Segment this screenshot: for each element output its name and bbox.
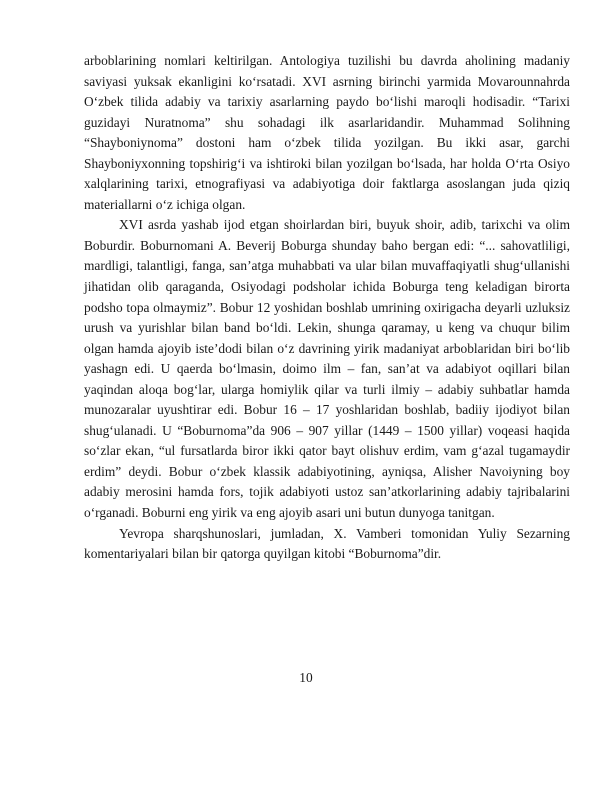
body-text <box>84 51 570 565</box>
paragraph-continued: arboblarining nomlari keltirilgan. Antologiya tuzilishi bu davrda aholining madaniy saviyasi yuksak ekanligini ko‘rsatadi. XVI asrning birinchi yarmida Movarounnahrda O‘zbek tilida adabiy va tarixiy asarlarning paydo bo‘lishi maroqli hodisadir. “Tarixi guzidayi Nuratnoma” shu sohadagi ilk asarlaridandir. Muhammad Solihning “Shayboniynoma” dostoni ham o‘zbek tilida yozilgan. Bu ikki asar, garchi Shayboniyxonning topshirig‘i va ishtiroki bilan yozilgan bo‘lsada, har holda O‘rta Osiyo xalqlarining tarixi, etnografiyasi va adabiyotiga doir faktlarga asoslangan juda qiziq materiallarni o‘z ichiga olgan. <box>84 53 570 212</box>
paragraph-boburnoma: Yevropa sharqshunoslari, jumladan, X. Vamberi tomonidan Yuliy Sezarning komentariyalari bilan bir qatorga quyilgan kitobi “Boburnoma”dir. <box>84 525 570 562</box>
paragraph-bobur: XVI asrda yashab ijod etgan shoirlardan biri, buyuk shoir, adib, tarixchi va olim Boburdir. Boburnomani A. Beverij Boburga shunday baho bergan edi: “... sahovatliligi, mardligi, talantligi, fanga, san’atga muhabbati va ular bilan muvaffaqiyatli shug‘ullanishi jihatidan olib qaraganda, Osiyodagi podsholar ichida Boburga teng keladigan birorta podsho topa olmaymiz”. Bobur 12 yoshidan boshlab umrining oxirigacha deyarli uzluksiz urush va yurishlar bilan band bo‘ldi. Lekin, shunga qaramay, u keng va chuqur bilim olgan hamda ajoyib iste’dodi bilan o‘z davrining yirik madaniyat arboblaridan biri bo‘lib yashagn edi. U qaerda bo‘lmasin, doimo ilm – fan, san’at va adabiyot oqillari bilan yaqindan aloqa bog‘lar, ularga homiylik qilar va turli ilmiy – adabiy suhbatlar hamda munozaralar uyushtirar edi. Bobur 16 – 17 yoshlaridan boshlab, badiiy ijodiyot bilan shug‘ulanadi. U “Boburnoma”da 906 – 907 yillar (1449 – 1500 yillar) voqeasi haqida so‘zlar ekan, “ul fursatlarda biror ikki qator bayt olishuv erdim, vam g‘azal tugamaydir erdim” deydi. Bobur o‘zbek klassik adabiyotining, ayniqsa, Alisher Navoiyning boy adabiy merosini hamda fors, tojik adabiyoti ustoz san’atkorlarining adabiy tajribalarini o‘rganadi. Boburni eng yirik va eng ajoyib asari uni butun dunyoga tanitgan. <box>84 217 570 521</box>
page-number: 10 <box>299 670 313 685</box>
